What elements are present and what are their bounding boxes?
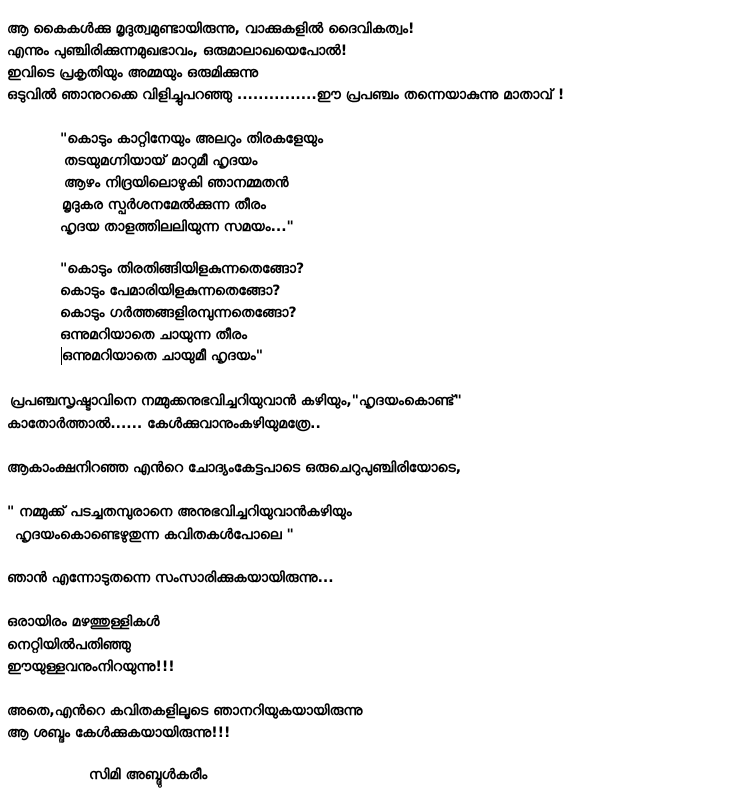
text-line: തടയുമഗ്നിയായ് മാറുമീ ഹൃദയം bbox=[64, 153, 258, 169]
text-line: കൊടും പേമാരിയിളകുന്നതെങ്ങോ? bbox=[60, 283, 281, 299]
text-line: ഞാൻ എന്നോടുതന്നെ സംസാരിക്കുകയായിരുന്നു... bbox=[7, 570, 334, 586]
text-line: നെറ്റിയിൽപതിഞ്ഞു bbox=[7, 637, 131, 653]
author-name: സിമി അബ്ദുൾകരീം bbox=[89, 767, 208, 783]
text-line: അതെ,എൻറെ കവിതകളിലൂടെ ഞാനറിയുകയായിരുന്നു bbox=[7, 703, 363, 719]
text-line: എന്നും പുഞ്ചിരിക്കുന്നമുഖഭാവം, ഒരുമാലാഖയെപോൽ! bbox=[7, 43, 348, 59]
text-line: കാതോർത്താൽ...... കേൾക്കുവാനുംകഴിയുമത്രേ.. bbox=[7, 416, 321, 432]
text-line: "കൊടും കാറ്റിനേയും അലറും തിരകളേയും bbox=[60, 131, 323, 147]
text-line: മൃദുകര സ്പർശനമേൽക്കുന്ന തീരം bbox=[62, 197, 266, 213]
text-line: ഹൃദയ താളത്തിലലിയുന്ന സമയം..." bbox=[60, 219, 294, 235]
text-line: ഒടുവിൽ ഞാനുറക്കെ വിളിച്ചുപറഞ്ഞു ...............ഈ പ്രപഞ്ചം തന്നെയാകുന്നു മാതാവ് ! bbox=[7, 87, 565, 103]
text-line: ഒരായിരം മഴത്തുള്ളികൾ bbox=[7, 614, 160, 630]
text-line: ആ കൈകൾക്കു മൃദുത്വമുണ്ടായിരുന്നു, വാക്കുകളിൽ ദൈവികത്വം! bbox=[7, 21, 415, 37]
text-line: ഈയുള്ളവനുംനിറയുന്നു!!! bbox=[7, 659, 175, 675]
text-line: " നമ്മുക്ക് പടച്ചതമ്പുരാനെ അനുഭവിച്ചറിയുവാൻകഴിയും bbox=[7, 504, 352, 520]
text-line: ആകാംക്ഷനിറഞ്ഞ എൻറെ ചോദ്യംകേട്ടപാടെ ഒരുചെറുപുഞ്ചിരിയോടെ, bbox=[7, 460, 462, 476]
text-line: ഒന്നുമറിയാതെ ചായുന്ന തീരം bbox=[60, 327, 247, 343]
text-line: ഒന്നുമറിയാതെ ചായുമീ ഹൃദയം" bbox=[62, 348, 264, 364]
text-line: കൊടും ഗർത്തങ്ങളിരമ്പുന്നതെങ്ങോ? bbox=[60, 305, 297, 321]
text-line: പ്രപഞ്ചസൃഷ്ടാവിനെ നമ്മുക്കനുഭവിച്ചറിയുവാൻ കഴിയും,"ഹൃദയംകൊണ്ട്" bbox=[10, 393, 462, 409]
text-line: ഇവിടെ പ്രകൃതിയും അമ്മയും ഒരുമിക്കുന്നു bbox=[7, 65, 259, 81]
text-line: "കൊടും തിരതിങ്ങിയിളകുന്നതെങ്ങോ? bbox=[60, 261, 305, 277]
text-line: ആഴം നിദ്രയിലൊഴുകി ഞാനമ്മതൻ bbox=[64, 175, 289, 191]
text-line: ഹൃദയംകൊണ്ടെഴുതുന്ന കവിതകൾപോലെ " bbox=[15, 527, 294, 543]
text-line: ആ ശബ്ദം കേൾക്കുകയായിരുന്നു!!! bbox=[7, 725, 231, 741]
